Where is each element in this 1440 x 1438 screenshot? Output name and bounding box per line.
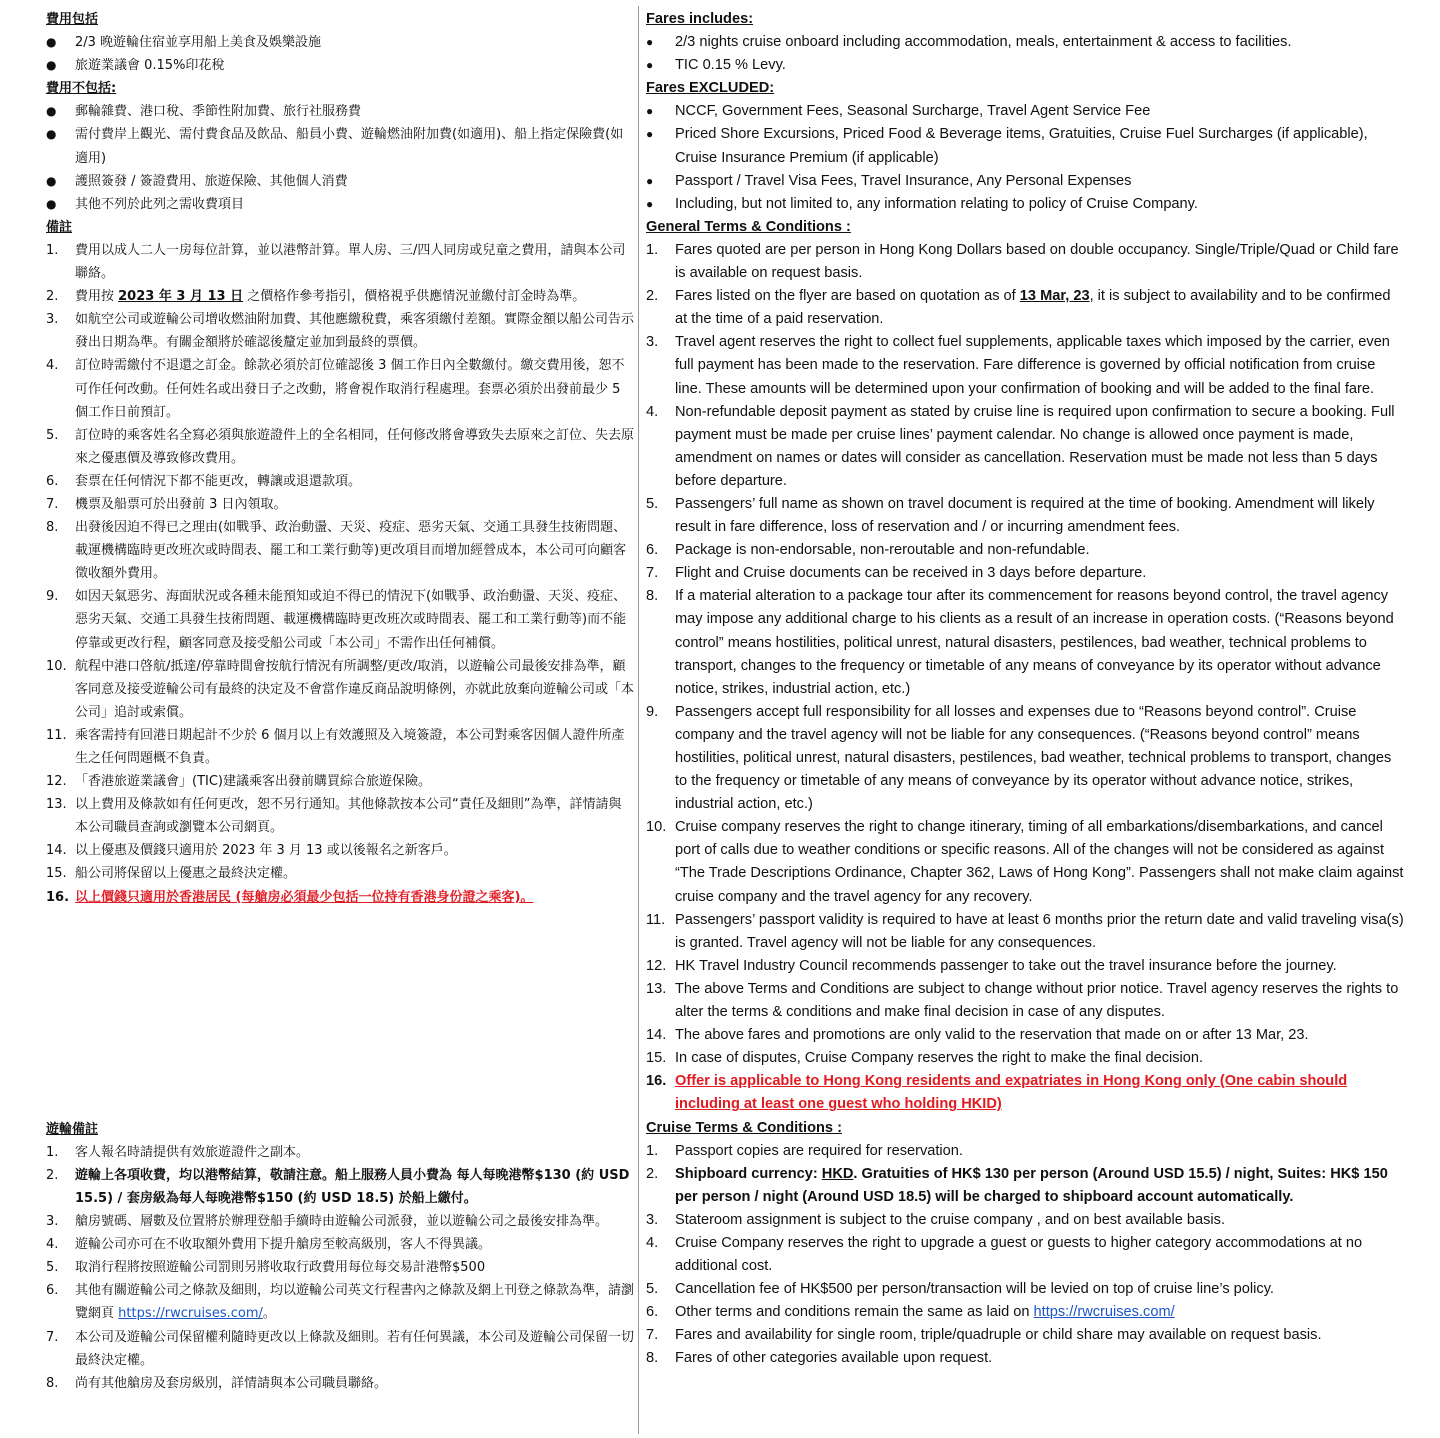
bullet-icon: ●: [646, 35, 654, 50]
bullet-icon: ●: [646, 58, 654, 73]
list-item: ● Priced Shore Excursions, Priced Food & Beverage items, Gratuities, Cruise Fuel Surcharges (if applicable), Cruise Insurance Premium (if applicable): [646, 123, 1406, 169]
hk-resident-notice: Offer is applicable to Hong Kong residents and expatriates in Hong Kong only (One cabin should including at least one guest who holding HKID): [675, 1073, 1348, 1113]
en-excluded-heading: Fares EXCLUDED:: [646, 80, 775, 97]
cruise-item-8: 8. 尚有其他艙房及套房級別，詳情請與本公司職員聯絡。: [46, 1375, 388, 1391]
term-item-10: 10. Cruise company reserves the right to change itinerary, timing of all embarkations/disembarkations, and cancel port of calls due to weather conditions or specific reasons. All of the changes will not be considered as against “The Trade Descriptions Ordinance, Chapter 362, Laws of Hong Kong”. Passengers shall not make claim against cruise company and the travel agency for any recovery.: [646, 819, 1404, 905]
list-item: ● 郵輪雜費、港口稅、季節性附加費、旅行社服務費: [46, 100, 634, 123]
chinese-terms-column: [46, 8, 634, 1395]
note-item-6: 6. 套票在任何情況下都不能更改，轉讓或退還款項。: [46, 473, 362, 489]
bullet-icon: ●: [46, 58, 57, 73]
term-item-9: 9. Passengers accept full responsibility for all losses and expenses due to “Reasons beyond control”. Cruise company and the travel agency will not be liable for any consequences. (“Reasons beyond control” means hostilities, political unrest, natural disasters, pestilences, bad weather, technical problems to transport, changes to the frequency or timetable of any means of conveyance by its operator without advance notice, strikes, industrial action, etc.): [646, 703, 1392, 813]
zh-notes-heading: 備註: [46, 219, 73, 235]
list-item: ● TIC 0.15 % Levy.: [646, 54, 1406, 77]
list-item: ● NCCF, Government Fees, Seasonal Surcharge, Travel Agent Service Fee: [646, 100, 1406, 123]
bullet-icon: ●: [46, 196, 57, 211]
list-item: ● 其他不列於此列之需收費項目: [46, 193, 634, 216]
term-item-6: 6. Package is non-endorsable, non-reroutable and non-refundable.: [646, 542, 1090, 559]
note-item-7: 7. 機票及船票可於出發前 3 日內領取。: [46, 496, 287, 512]
term-item-16: 16. Offer is applicable to Hong Kong residents and expatriates in Hong Kong only (One cabin should including at least one guest who holding HKID): [646, 1070, 1406, 1116]
cruise-item-7: 7. 本公司及遊輪公司保留權利隨時更改以上條款及細則。若有任何異議，本公司及遊輪公司保留一切最終決定權。: [46, 1329, 635, 1368]
cruise-item-2: 2. 遊輪上各項收費，均以港幣結算，敬請注意。船上服務人員小費為 每人每晚港幣$130 (約 USD 15.5) / 套房級為每人每晚港幣$150 (約 USD 18.5) 於船上繳付。: [46, 1167, 630, 1206]
bullet-icon: ●: [646, 173, 654, 188]
term-item-14: 14. The above fares and promotions are only valid to the reservation that made on or after 13 Mar, 23.: [646, 1027, 1309, 1044]
list-item: ● 護照簽發 / 簽證費用、旅遊保險、其他個人消費: [46, 170, 634, 193]
note-item-12: 12. 「香港旅遊業議會」(TIC)建議乘客出發前購買綜合旅遊保險。: [46, 774, 431, 790]
term-item-13: 13. The above Terms and Conditions are subject to change without prior notice. Travel agency reserves the rights to alter the terms & conditions and make final decision in case of any disputes.: [646, 980, 1399, 1021]
zh-included-heading: 費用包括: [46, 12, 99, 27]
note-item-1: 1. 費用以成人二人一房每位計算，並以港幣計算。單人房、三/四人同房或兒童之費用，請與本公司聯絡。: [46, 242, 626, 282]
cruise-term-3: 3. Stateroom assignment is subject to the cruise company , and on best available basis.: [646, 1211, 1225, 1228]
cruise-website-link[interactable]: https://rwcruises.com/: [118, 1306, 263, 1322]
bullet-icon: ●: [46, 173, 57, 188]
list-item: ● 2/3 nights cruise onboard including accommodation, meals, entertainment & access to facilities.: [646, 31, 1406, 54]
reference-date: 13 Mar, 23: [1019, 288, 1090, 305]
cruise-item-5: 5. 取消行程將按照遊輪公司罰則另將收取行政費用每位每交易計港幣$500: [46, 1260, 486, 1276]
bullet-icon: ●: [46, 127, 57, 142]
note-item-11: 11. 乘客需持有回港日期起計不少於 6 個月以上有效護照及入境簽證，本公司對乘客因個人證件所產生之任何問題概不負責。: [46, 727, 625, 766]
note-item-13: 13. 以上費用及條款如有任何更改，恕不另行通知。其他條款按本公司“責任及細則”為準，詳情請與本公司職員查詢或瀏覽本公司網頁。: [46, 797, 622, 836]
term-item-3: 3. Travel agent reserves the right to collect fuel supplements, applicable taxes which imposed by the carrier, even full payment has been made to the reservation. Fare difference is governed by official notification from cruise line. These amounts will be determined upon your confirmation of booking and will be added to the final fare.: [646, 334, 1390, 397]
note-item-8: 8. 出發後因迫不得已之理由(如戰爭、政治動盪、天災、疫症、惡劣天氣、交通工具發生技術問題、載運機構臨時更改班次或時間表、罷工和工業行動等)更改項目而增加經營成本，本公司可向顧客徵收額外費用。: [46, 520, 627, 582]
term-item-7: 7. Flight and Cruise documents can be received in 3 days before departure.: [646, 565, 1147, 582]
note-item-16: 16. 以上價錢只適用於香港居民 (每艙房必須最少包括一位持有香港身份證之乘客)。: [46, 886, 634, 909]
note-item-3: 3. 如航空公司或遊輪公司增收燃油附加費、其他應繳稅費，乘客須繳付差額。實際金額以船公司告示發出日期為準。有關金額將於確認後釐定並加到最終的票價。: [46, 312, 635, 351]
note-item-5: 5. 訂位時的乘客姓名全寫必須與旅遊證件上的全名相同，任何修改將會導致失去原來之訂位、失去原來之優惠價及導致修改費用。: [46, 427, 635, 466]
list-item: ● 需付費岸上觀光、需付費食品及飲品、船員小費、遊輪燃油附加費(如適用)、船上指定保險費(如適用): [46, 123, 634, 169]
cruise-item-4: 4. 遊輪公司亦可在不收取額外費用下提升艙房至較高級別，客人不得異議。: [46, 1237, 492, 1253]
note-item-14: 14. 以上優惠及價錢只適用於 2023 年 3 月 13 或以後報名之新客戶。: [46, 843, 457, 859]
term-item-2: 2. Fares listed on the flyer are based on quotation as of 13 Mar, 23, it is subject to availability and to be confirmed at the time of a paid reservation.: [646, 288, 1391, 328]
cruise-item-6: 6. 其他有關遊輪公司之條款及細則，均以遊輪公司英文行程書內之條款及網上刊登之條款為準，請瀏覽網頁 https://rwcruises.com/。: [46, 1283, 635, 1322]
hk-resident-notice: 以上價錢只適用於香港居民 (每艙房必須最少包括一位持有香港身份證之乘客)。: [75, 889, 534, 905]
bullet-icon: ●: [646, 127, 654, 142]
list-item: ● 2/3 晚遊輪住宿並享用船上美食及娛樂設施: [46, 31, 634, 54]
cruise-term-5: 5. Cancellation fee of HK$500 per person/transaction will be levied on top of cruise line’s policy.: [646, 1281, 1274, 1298]
note-item-10: 10. 航程中港口啓航/抵達/停靠時間會按航行情況有所調整/更改/取消，以遊輪公司最後安排為準，顧客同意及接受遊輪公司有最終的決定及不會當作違反商品說明條例，亦就此放棄向遊輪公司或「本公司」追討或索償。: [46, 658, 635, 720]
en-cruise-heading: Cruise Terms & Conditions :: [646, 1119, 842, 1136]
zh-cruise-notes-heading: 遊輪備註: [46, 1121, 99, 1137]
list-item: ● Including, but not limited to, any information relating to policy of Cruise Company.: [646, 193, 1406, 216]
cruise-item-3: 3. 艙房號碼、層數及位置將於辦理登船手續時由遊輪公司派發，並以遊輪公司之最後安排為準。: [46, 1214, 609, 1230]
cruise-term-6: 6. Other terms and conditions remain the same as laid on https://rwcruises.com/: [646, 1304, 1175, 1321]
zh-excluded-heading: 費用不包括:: [46, 81, 117, 97]
list-item: ● 旅遊業議會 0.15%印花稅: [46, 54, 634, 77]
note-item-9: 9. 如因天氣惡劣、海面狀況或各種未能預知或迫不得已的情況下(如戰爭、政治動盪、天災、疫症、惡劣天氣、交通工具發生技術問題、載運機構臨時更改班次或時間表、罷工和工業行動等)而不能停靠或更改行程，顧客同意及接受船公司或「本公司」不需作出任何補償。: [46, 589, 627, 651]
term-item-15: 15. In case of disputes, Cruise Company reserves the right to make the final decision.: [646, 1050, 1204, 1067]
english-terms-column: [646, 8, 1406, 1371]
term-item-1: 1. Fares quoted are per person in Hong Kong Dollars based on double occupancy. Single/Triple/Quad or Child fare is available on request basis.: [646, 241, 1399, 282]
cruise-website-link[interactable]: https://rwcruises.com/: [1033, 1304, 1175, 1321]
term-item-8: 8. If a material alteration to a package tour after its commencement for reasons beyond control, the travel agency may impose any additional charge to his clients as a result of an increase in operation costs. (“Reasons beyond control” means hostilities, political unrest, natural disasters, pestilences, bad weather, technical problems to transport, changes to the frequency or timetable of any means of conveyance by its operator without advance notice, strikes, industrial action, etc.): [646, 588, 1394, 697]
term-item-11: 11. Passengers’ passport validity is required to have at least 6 months prior the return date and valid traveling visa(s) is granted. Travel agency will not be liable for any consequences.: [646, 911, 1404, 951]
term-item-4: 4. Non-refundable deposit payment as stated by cruise line is required upon confirmation to secure a booking. Full payment must be made per cruise lines’ payment calendar. No change is allowed once payment is made, amendment on names or dates will consider as cancellation. Reservation must be made not less than 5 days before departure.: [646, 403, 1395, 489]
list-item: ● Passport / Travel Visa Fees, Travel Insurance, Any Personal Expenses: [646, 170, 1406, 193]
en-included-heading: Fares includes:: [646, 11, 754, 27]
cruise-term-7: 7. Fares and availability for single room, triple/quadruple or child share may available on request basis.: [646, 1327, 1322, 1344]
note-item-2: 2. 費用按 2023 年 3 月 13 日 之價格作參考指引，價格視乎供應情況並繳付訂金時為準。: [46, 289, 586, 305]
note-item-15: 15. 船公司將保留以上優惠之最終決定權。: [46, 866, 297, 882]
reference-date: 2023 年 3 月 13 日: [118, 289, 244, 305]
cruise-term-2: 2. Shipboard currency: HKD. Gratuities of HK$ 130 per person (Around USD 15.5) / night, Suites: HK$ 150 per person / night (Around USD 18.5) will be charged to shipboard account automatically.: [646, 1165, 1388, 1205]
bullet-icon: ●: [46, 104, 57, 119]
term-item-5: 5. Passengers’ full name as shown on travel document is required at the time of booking. Amendment will likely result in fare difference, loss of reservation and / or incurring amendment fees.: [646, 495, 1375, 536]
bullet-icon: ●: [646, 196, 654, 211]
column-divider: [638, 6, 639, 1434]
term-item-12: 12. HK Travel Industry Council recommends passenger to take out the travel insurance before the journey.: [646, 957, 1337, 974]
en-general-heading: General Terms & Conditions :: [646, 218, 851, 235]
cruise-term-8: 8. Fares of other categories available upon request.: [646, 1350, 993, 1367]
bullet-icon: ●: [646, 104, 654, 119]
note-item-4: 4. 訂位時需繳付不退還之訂金。餘款必須於訂位確認後 3 個工作日內全數繳付。繳交費用後，恕不可作任何改動。任何姓名或出發日子之改動，將會視作取消行程處理。套票必須於出發前最少 5 個工作日前預訂。: [46, 358, 625, 420]
cruise-item-1: 1. 客人報名時請提供有效旅遊證件之副本。: [46, 1144, 310, 1160]
currency-code: HKD: [821, 1165, 854, 1182]
cruise-term-1: 1. Passport copies are required for reservation.: [646, 1142, 963, 1159]
bullet-icon: ●: [46, 35, 57, 50]
cruise-term-4: 4. Cruise Company reserves the right to upgrade a guest or guests to higher category accommodations at no additional cost.: [646, 1234, 1363, 1275]
